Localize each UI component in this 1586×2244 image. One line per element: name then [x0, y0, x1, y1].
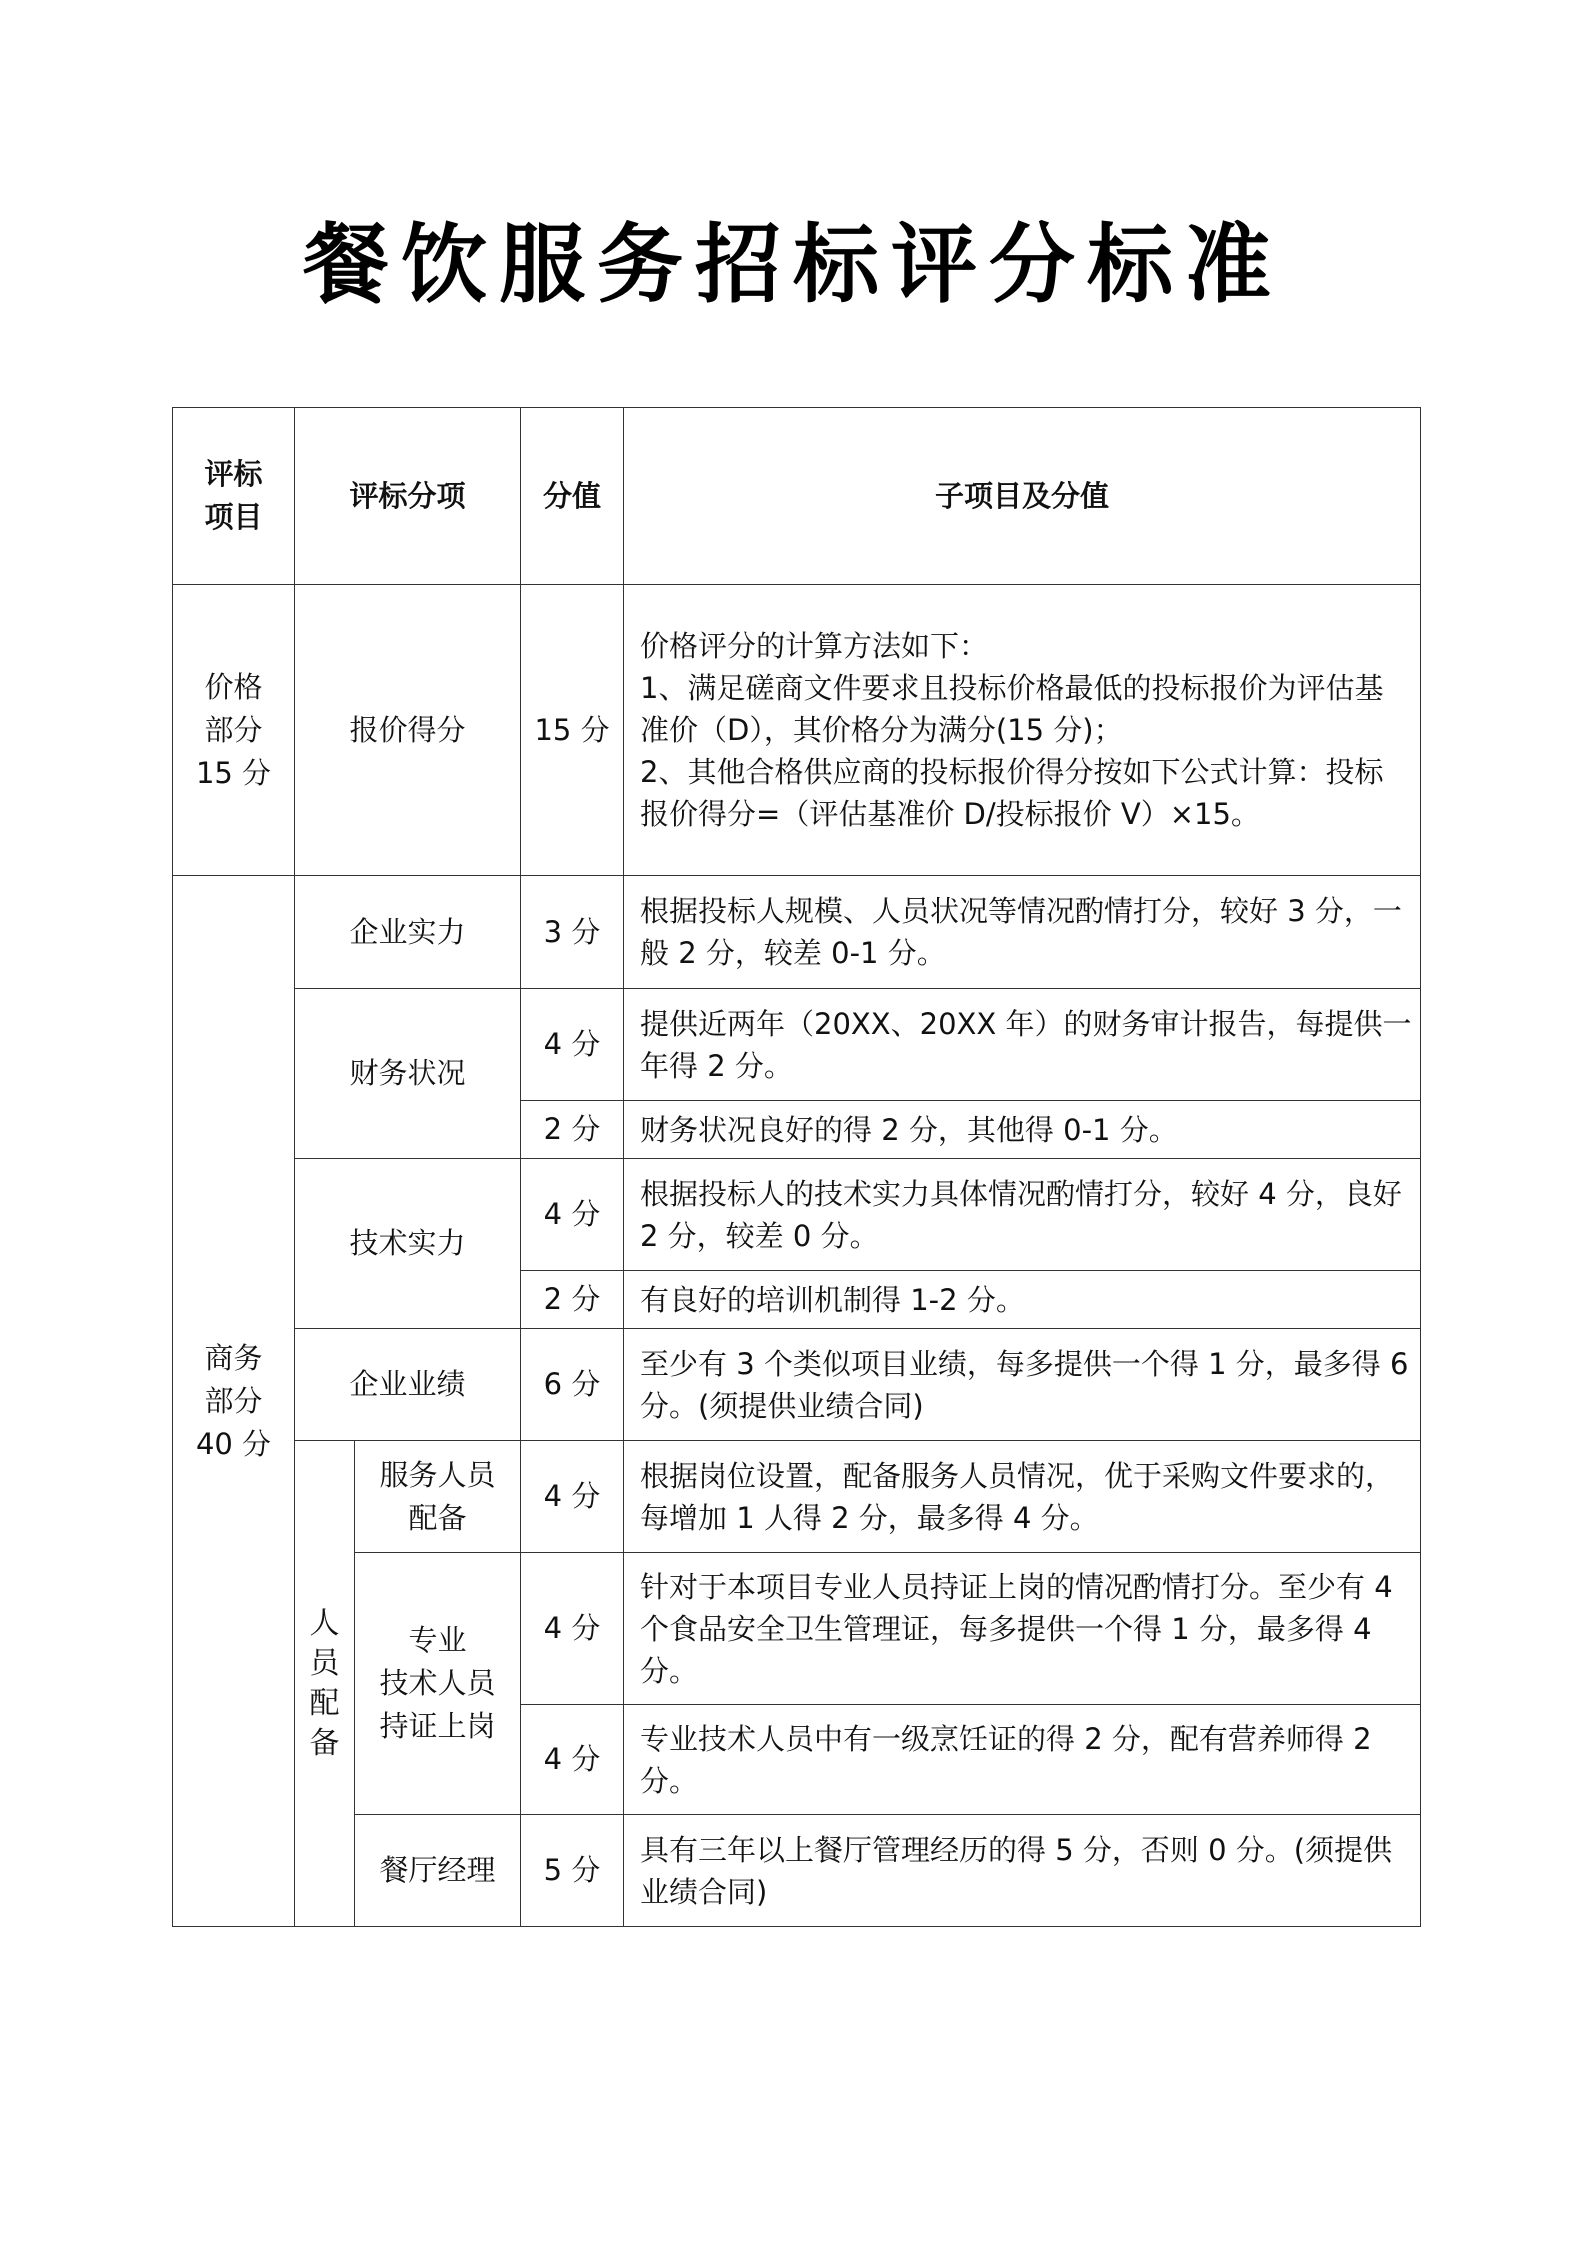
certified-staff-item-cell: 专业 技术人员 持证上岗 — [355, 1553, 521, 1815]
manager-value-cell: 5 分 — [521, 1815, 624, 1927]
strength-value-cell: 3 分 — [521, 876, 624, 989]
service-staff-value-cell: 4 分 — [521, 1441, 624, 1553]
page-title: 餐饮服务招标评分标准 — [303, 215, 1283, 315]
certified-staff-detail-1-cell: 针对于本项目专业人员持证上岗的情况酌情打分。至少有 4 个食品安全卫生管理证，每多提供一个得 1 分，最多得 4 分。 — [624, 1553, 1421, 1705]
header-value: 分值 — [521, 408, 624, 585]
strength-detail-cell: 根据投标人规模、人员状况等情况酌情打分，较好 3 分，一般 2 分，较差 0-1 分。 — [624, 876, 1421, 989]
finance-value-1-cell: 4 分 — [521, 989, 624, 1101]
table-header-row — [173, 408, 1421, 585]
finance-detail-2-cell: 财务状况良好的得 2 分，其他得 0-1 分。 — [624, 1101, 1421, 1159]
service-staff-item-cell: 服务人员 配备 — [355, 1441, 521, 1553]
performance-detail-cell: 至少有 3 个类似项目业绩，每多提供一个得 1 分，最多得 6 分。(须提供业绩合同) — [624, 1329, 1421, 1441]
price-category-cell: 价格 部分 15 分 — [173, 585, 295, 876]
table-row — [173, 1159, 1421, 1271]
business-category-cell: 商务 部分 40 分 — [173, 876, 295, 1927]
header-item: 评标分项 — [295, 408, 521, 585]
certified-staff-value-1-cell: 4 分 — [521, 1553, 624, 1705]
service-staff-detail-cell: 根据岗位设置，配备服务人员情况，优于采购文件要求的，每增加 1 人得 2 分，最多得 4 分。 — [624, 1441, 1421, 1553]
certified-staff-detail-2-cell: 专业技术人员中有一级烹饪证的得 2 分，配有营养师得 2 分。 — [624, 1705, 1421, 1815]
finance-value-2-cell: 2 分 — [521, 1101, 624, 1159]
table-row — [173, 989, 1421, 1101]
table-row — [173, 876, 1421, 989]
tech-item-cell: 技术实力 — [295, 1159, 521, 1329]
strength-item-cell: 企业实力 — [295, 876, 521, 989]
table-row — [173, 585, 1421, 876]
table-row — [173, 1553, 1421, 1705]
staffing-group-cell — [295, 1441, 355, 1927]
scoring-table — [172, 407, 1421, 1927]
performance-value-cell: 6 分 — [521, 1329, 624, 1441]
header-project: 评标 项目 — [173, 408, 295, 585]
manager-item-cell: 餐厅经理 — [355, 1815, 521, 1927]
tech-detail-1-cell: 根据投标人的技术实力具体情况酌情打分，较好 4 分，良好 2 分，较差 0 分。 — [624, 1159, 1421, 1271]
tech-detail-2-cell: 有良好的培训机制得 1-2 分。 — [624, 1271, 1421, 1329]
price-item-cell: 报价得分 — [295, 585, 521, 876]
finance-detail-1-cell: 提供近两年（20XX、20XX 年）的财务审计报告，每提供一年得 2 分。 — [624, 989, 1421, 1101]
tech-value-1-cell: 4 分 — [521, 1159, 624, 1271]
manager-detail-cell: 具有三年以上餐厅管理经历的得 5 分，否则 0 分。(须提供业绩合同) — [624, 1815, 1421, 1927]
finance-item-cell: 财务状况 — [295, 989, 521, 1159]
table-row — [173, 1815, 1421, 1927]
table-row — [173, 1329, 1421, 1441]
header-detail: 子项目及分值 — [624, 408, 1421, 585]
price-detail-cell: 价格评分的计算方法如下： 1、满足磋商文件要求且投标价格最低的投标报价为评估基准价（D），其价格分为满分(15 分)； 2、其他合格供应商的投标报价得分按如下公式计算：投标报价得分=（评估基准价 D/投标报价 V）×15。 — [624, 585, 1421, 876]
staffing-group-label: 人员配备 — [309, 1605, 340, 1761]
certified-staff-value-2-cell: 4 分 — [521, 1705, 624, 1815]
table-row — [173, 1441, 1421, 1553]
performance-item-cell: 企业业绩 — [295, 1329, 521, 1441]
tech-value-2-cell: 2 分 — [521, 1271, 624, 1329]
price-value-cell: 15 分 — [521, 585, 624, 876]
